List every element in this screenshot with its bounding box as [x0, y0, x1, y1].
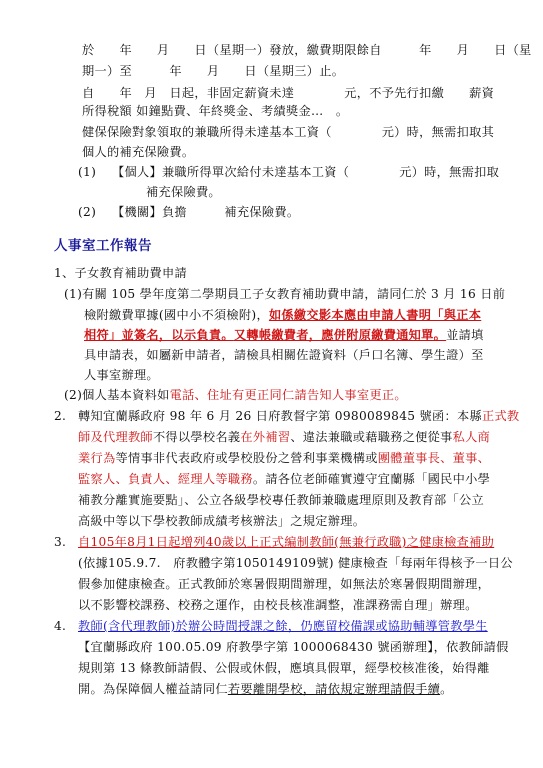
item-2-highlight-7: 監察人、負責人、經理人等職務: [78, 472, 253, 486]
top-line-3: 自 年 月 日起，非固定薪資未達 元，不予先行扣繳 薪資: [82, 86, 495, 100]
item-3-line-4: 以不影響校課務、校務之運作，由校長核准調整，准課務需自理」辦理。: [78, 598, 478, 612]
item-2-line-4: [78, 471, 490, 487]
item-4-end: 。: [440, 682, 453, 696]
top-line-5: 健保保險對象領取的兼職所得未達基本工資（ 元）時，無需扣取其: [82, 125, 495, 139]
top-item-2-text: 【機關】負擔 補充保險費。: [112, 205, 300, 219]
item-2-line-6: 高級中等以下學校教師成績考核辦法」之規定辦理。: [78, 514, 366, 528]
item-4-number: 4.: [54, 619, 67, 633]
item-1-p1-line-5: 人事室辦理。: [84, 368, 159, 382]
item-3-number: 3.: [54, 535, 67, 549]
item-1-p1-line-1: (1)有關 105 學年度第二學期員工子女教育補助費申請，請同仁於 3 月 16 日前: [64, 287, 506, 301]
item-4-line-2: 【宜蘭縣政府 100.05.09 府教學字第 1000068430 號函辦理】，依教師請假: [78, 640, 509, 654]
top-line-1: 於 年 月 日（星期一）發放，繳費期限餘自 年 月 日（星: [82, 43, 532, 57]
item-1-p1-line-2: [84, 307, 481, 323]
item-3-line-3: 假參加健康檢查。正式教師於寒暑假期間辦理，如無法於寒暑假期間辦理，: [78, 577, 491, 591]
item-2-number: 2.: [54, 409, 67, 423]
item-2-highlight-6: 團體董事長、董事、: [377, 451, 491, 465]
top-line-6: 個人的補充保險費。: [82, 145, 195, 159]
section-title: 人事室工作報告: [54, 238, 152, 254]
item-2-highlight-2: 師及代理教師: [78, 430, 153, 444]
item-2-highlight-3: 在外補習: [240, 430, 291, 444]
item-4-line-4: [78, 681, 453, 697]
item-1-p1-highlight-3: 又轉帳繳費者，應併附原繳費通知單。: [233, 328, 447, 342]
item-2-highlight-1: 正式教: [481, 409, 520, 423]
item-1-p1-text: 檢附繳費單據(國中小不須檢附)，: [84, 308, 269, 322]
item-3-line-2: (依據105.9.7. 府教體字第1050149109號) 健康檢查「每兩年得核予一日公: [78, 556, 513, 570]
item-1-p2-highlight: 電話、住址有更正同仁請告知人事室更正。: [169, 388, 407, 402]
item-2-text-5: 。請各位老師確實遵守宜蘭縣「國民中小學: [252, 472, 491, 486]
item-2-text-1: 轉知宜蘭縣政府 98 年 6 月 26 日府教督字第 0980089845 號函：本縣: [78, 409, 482, 423]
item-1-title: 1、子女教育補助費申請: [54, 266, 187, 280]
top-item-1-continuation: 補充保險費。: [146, 185, 221, 199]
item-2-line-5: 補教分離實施要點」、公立各級學校專任教師兼職處理原則及教育部「公立: [78, 493, 484, 507]
item-1-p2: [64, 387, 407, 403]
item-1-p1-line-4: 具申請表，如屬新申請者，請檢具相關佐證資料（戶口名簿、學生證）至: [84, 348, 484, 362]
item-2-text-4: 等情事非代表政府或學校股份之營利事業機構或: [115, 451, 378, 465]
item-4-underlined: 若要離開學校，請依規定辦理請假手續: [227, 682, 441, 696]
item-4-line-3: 規則第 13 條教師請假、公假或休假，應填具假單，經學校核准後，始得離: [78, 661, 490, 675]
item-2-text-3: 、違法兼職或藉職務之便從事: [290, 430, 453, 444]
item-2-highlight-4: 私人商: [452, 430, 491, 444]
top-item-1-text: 【個人】兼職所得單次給付未達基本工資（ 元）時，無需扣取: [112, 165, 500, 179]
top-line-2: 期一）至 年 月 日（星期三）止。: [82, 64, 345, 78]
item-1-p1-highlight: 如係繳交影本應由申請人書明「與正本: [268, 308, 482, 322]
item-2-line-3: [78, 450, 490, 466]
item-2-line-2: [78, 429, 490, 445]
item-1-p1-highlight-2: 相符」並簽名，以示負責。: [84, 328, 234, 342]
item-2-text-2: 不得以學校名義: [152, 430, 241, 444]
item-2-line-1: [78, 408, 519, 424]
item-3-line-1: 自105年8月1日起增列40歲以上正式編制教師(無兼行政職)之健康檢查補助: [78, 535, 495, 549]
top-line-4: 所得稅額 如鐘點費、年終獎金、考績獎金… 。: [82, 104, 349, 118]
top-item-2-number: (2): [78, 205, 97, 219]
item-1-p1-text-2: 並請填: [446, 328, 484, 342]
item-2-highlight-5: 業行為: [78, 451, 116, 465]
item-1-p2-text: (2)個人基本資料如: [64, 388, 170, 402]
item-4-line-1: 教師(含代理教師)於辦公時間授課之餘，仍應留校備課或協助輔導管教學生: [78, 619, 488, 633]
top-item-1-number: (1): [78, 165, 97, 179]
item-1-p1-line-3: [84, 327, 484, 343]
item-4-text: 開。為保障個人權益請同仁: [78, 682, 228, 696]
